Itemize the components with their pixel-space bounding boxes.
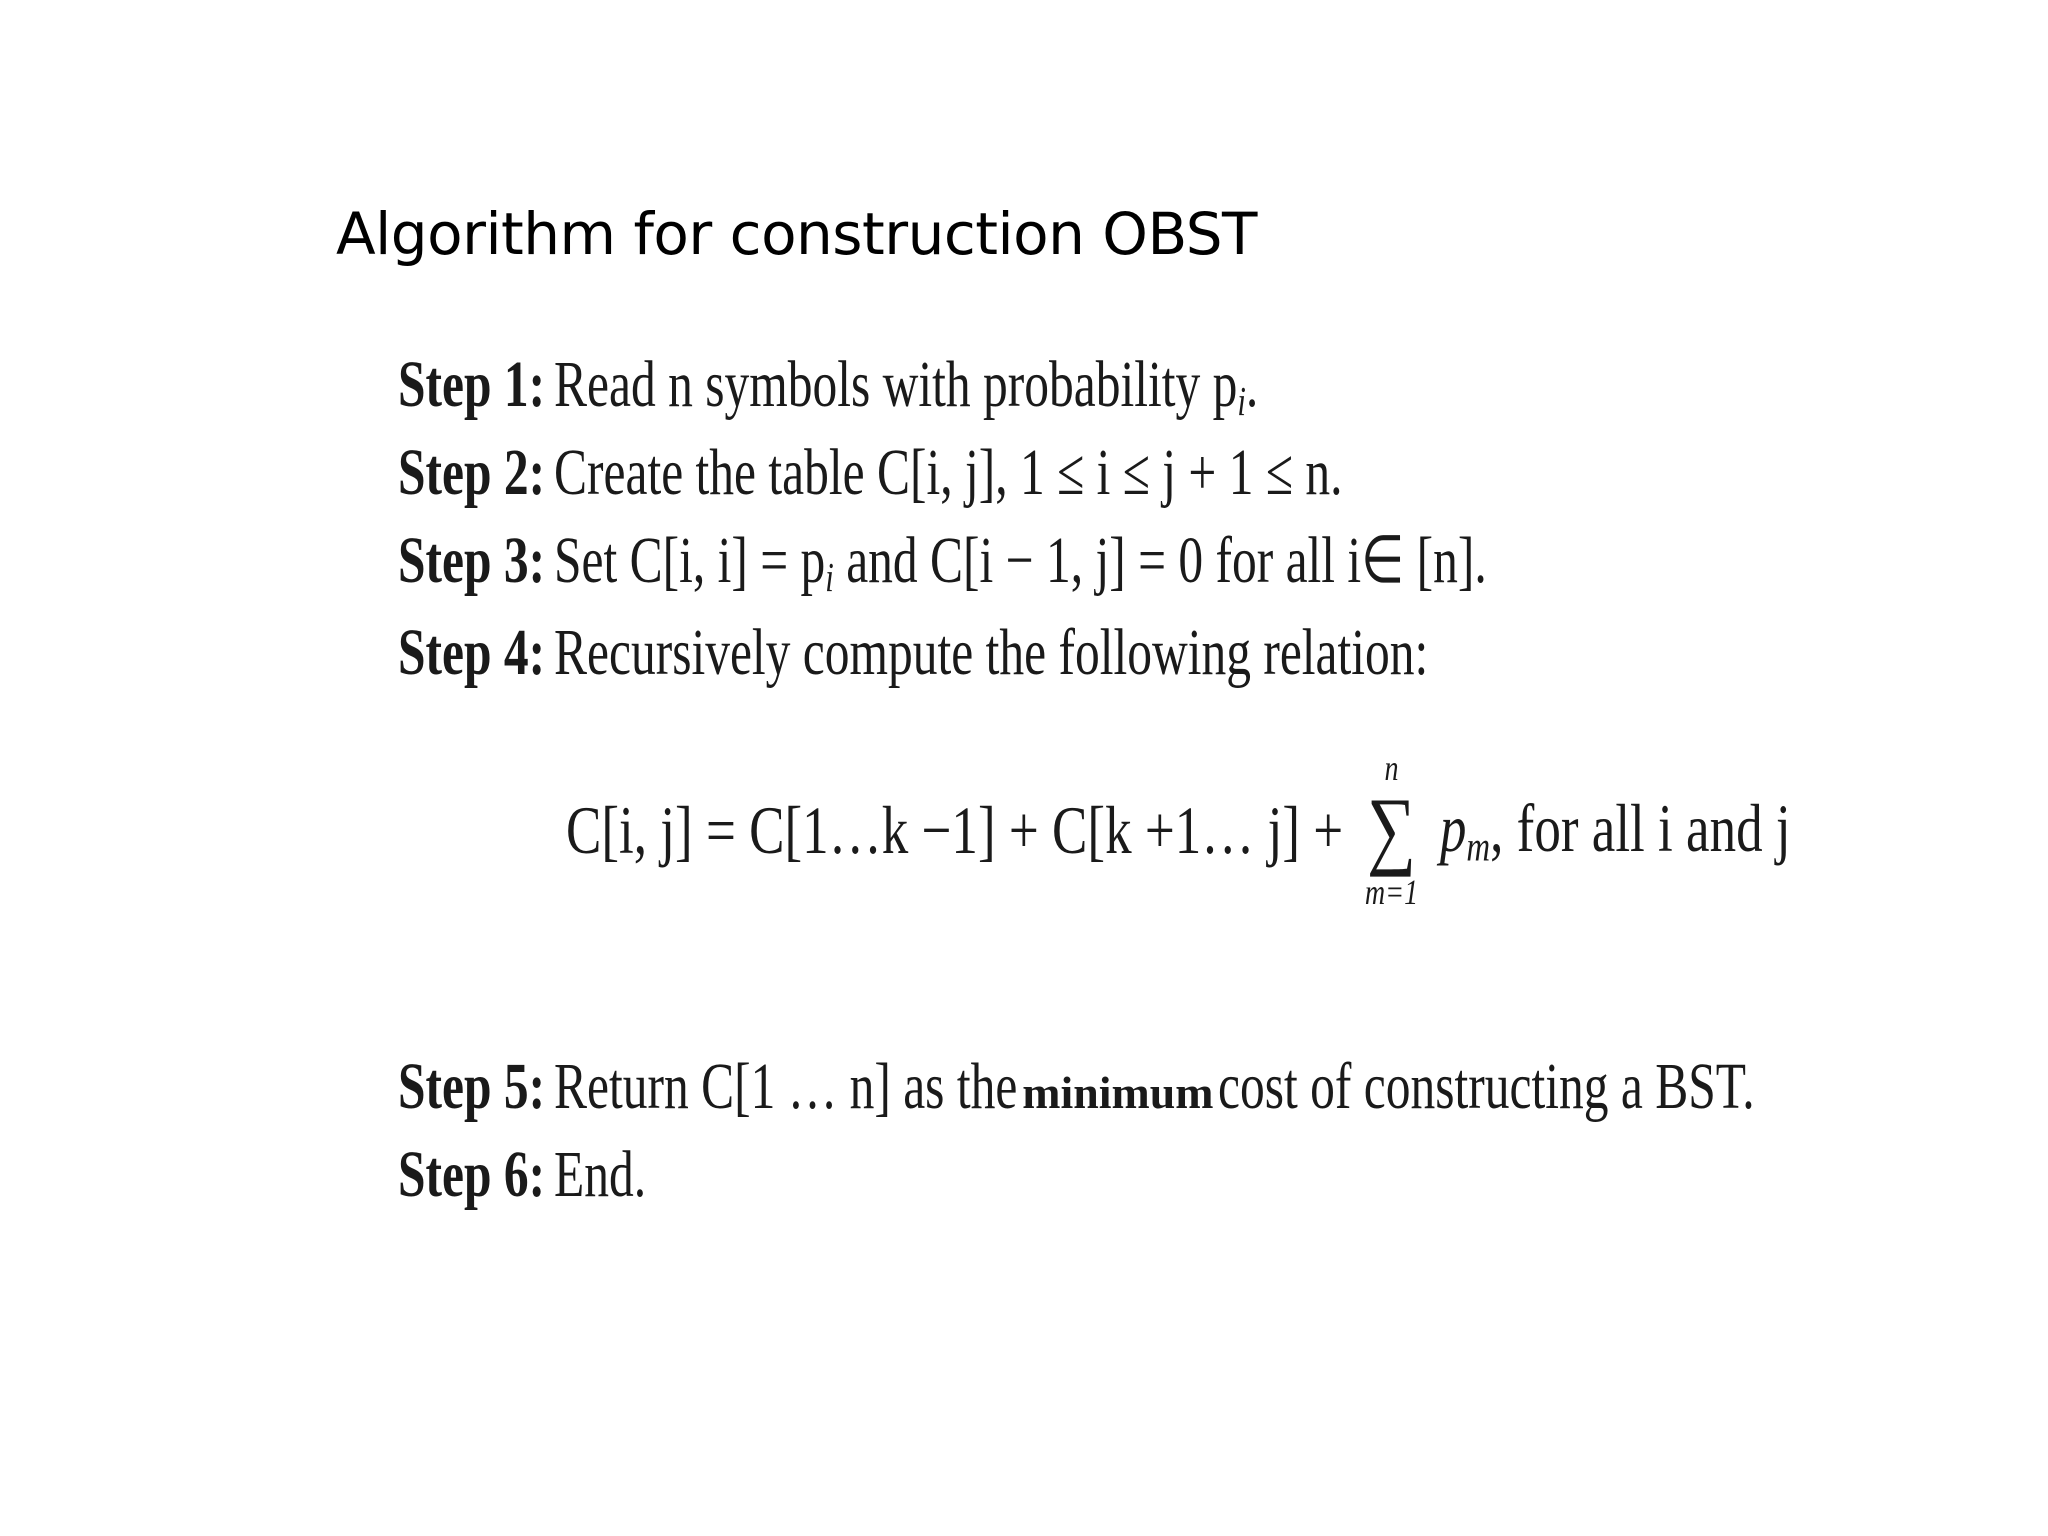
step-1 xyxy=(398,348,1259,424)
step-3 xyxy=(398,524,1487,600)
step-text: Return C[1 … n] as the xyxy=(554,1050,1018,1123)
sum-lower-limit: m=1 xyxy=(1364,872,1419,912)
step-label: Step 4: xyxy=(398,616,546,689)
step-text: Recursively compute the following relation: xyxy=(554,616,1429,689)
step-end: and C[i − 1, j] = 0 for all i∈ [n]. xyxy=(833,524,1487,597)
step-text: Read n symbols with probability p xyxy=(554,348,1238,421)
step-5 xyxy=(398,1050,1755,1123)
step-label: Step 5: xyxy=(398,1050,546,1123)
summation xyxy=(1364,750,1419,910)
step-label: Step 1: xyxy=(398,348,546,421)
sigma-symbol: ∑ xyxy=(1367,781,1416,878)
formula-term xyxy=(1440,789,1791,871)
step-label: Step 3: xyxy=(398,524,546,597)
sum-upper-limit: n xyxy=(1384,748,1399,788)
step-subscript: i xyxy=(1237,379,1246,424)
term-subscript: m xyxy=(1466,823,1491,871)
formula-lhs: C[i, j] = C[1…k −1] + C[k +1… j] + xyxy=(566,791,1344,868)
formula-tail: , for all i and j xyxy=(1490,789,1791,866)
step-end: . xyxy=(1245,348,1259,421)
step-end: cost of constructing a BST. xyxy=(1218,1050,1755,1123)
step-label: Step 2: xyxy=(398,436,546,509)
step-2 xyxy=(398,436,1343,509)
step-text: Set C[i, i] = p xyxy=(554,524,826,597)
step-label: Step 6: xyxy=(398,1138,546,1211)
step-6 xyxy=(398,1138,647,1211)
slide-title: Algorithm for construction OBST xyxy=(336,200,1257,268)
step-text: End. xyxy=(554,1138,647,1211)
minimum-word: minimum xyxy=(1022,1067,1214,1118)
term-var: p xyxy=(1439,789,1467,866)
step-subscript: i xyxy=(825,555,834,600)
recurrence-formula xyxy=(566,750,1791,910)
step-4 xyxy=(398,616,1429,689)
step-text: Create the table C[i, j], 1 ≤ i ≤ j + 1 ≤ n. xyxy=(554,436,1343,509)
